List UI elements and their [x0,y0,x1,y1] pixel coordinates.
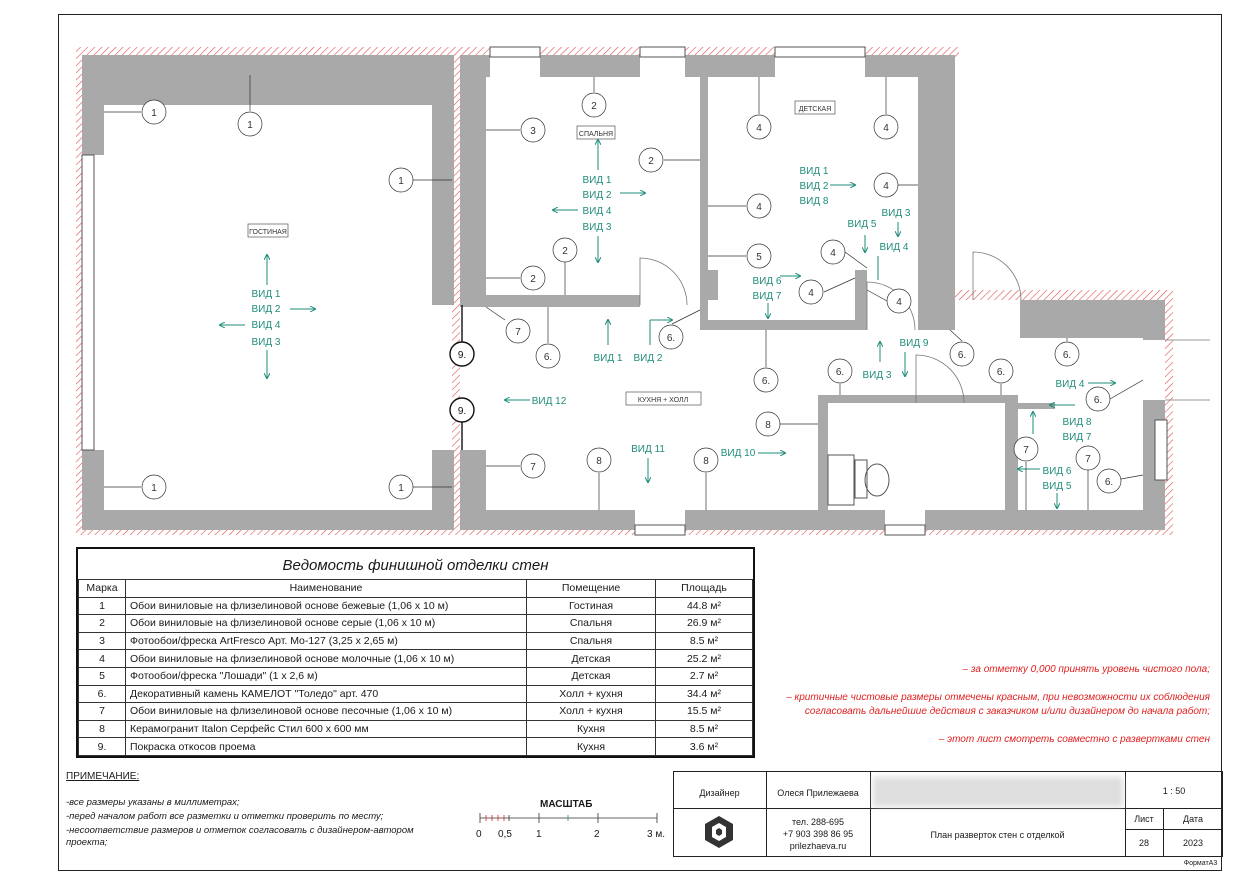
view-label: ВИД 5 [1042,481,1072,492]
note-red: – этот лист смотреть совместно с развертками стен [938,734,1210,745]
designer-name: Олеся Прилежаева [777,788,859,798]
wall-mark: 9. [457,350,467,361]
row-area: 25.2 м² [656,650,753,668]
room-tag-bedroom: СПАЛЬНЯ [578,131,614,138]
table-row [79,738,753,756]
designer-site: prilezhaeva.ru [789,841,847,851]
view-label: ВИД 3 [881,208,911,219]
wall-mark: 9. [457,406,467,417]
view-label: ВИД 8 [1062,417,1092,428]
sheet-label: Лист [1134,814,1154,824]
wall-mark: 3 [530,126,536,137]
scale-tick-label: 2 [594,829,600,840]
designer-phone: тел. 288-695 [791,817,844,827]
row-area: 44.8 м² [656,597,753,615]
designer-label: Дизайнер [699,788,740,798]
table-row [79,650,753,668]
view-label: ВИД 7 [1062,432,1092,443]
view-label: ВИД 11 [631,444,665,455]
row-area: 8.5 м² [656,632,753,650]
col-mark: Марка [79,580,126,598]
wall-mark: 1 [151,483,157,494]
row-mark: 2 [79,615,126,633]
room-tag-living: ГОСТИНАЯ [249,229,287,236]
row-area: 26.9 м² [656,615,753,633]
view-label: ВИД 6 [752,276,782,287]
row-name: Керамогранит Italon Серфейс Стил 600 х 600 мм [126,720,527,738]
view-label: ВИД 3 [862,370,892,381]
row-room: Холл + кухня [527,703,656,721]
note-red: – за отметку 0,000 принять уровень чистого пола; [962,664,1210,675]
wall-mark: 4 [883,123,889,134]
col-area: Площадь [656,580,753,598]
wall-mark: 4 [808,288,814,299]
wall-mark: 6. [957,350,967,361]
wall-mark: 7 [1023,445,1029,456]
finish-schedule-table [76,547,755,758]
row-name: Декоративный камень КАМЕЛОТ "Толедо" арт. 470 [126,685,527,703]
col-name: Наименование [126,580,527,598]
table-row [79,685,753,703]
wall-mark: 8 [703,456,709,467]
view-label: ВИД 6 [1042,466,1072,477]
table-row [79,720,753,738]
note-red: согласовать дальнейшие действия с заказчиком и/или дизайнером до начала работ; [804,706,1210,717]
row-area: 2.7 м² [656,667,753,685]
designer-mobile: +7 903 398 86 95 [782,829,854,839]
row-name: Фотообои/фреска ArtFresco Арт. Mo-127 (3,25 х 2,65 м) [126,632,527,650]
view-label: ВИД 12 [531,396,567,407]
sheet-year: 2023 [1182,838,1204,848]
col-room: Помещение [527,580,656,598]
row-room: Кухня [527,738,656,756]
view-label: ВИД 3 [251,337,281,348]
row-area: 8.5 м² [656,720,753,738]
wall-mark: 5 [756,252,762,263]
wall-mark: 7 [1085,454,1091,465]
sheet-number: 28 [1138,838,1149,848]
wall-mark: 4 [896,297,902,308]
room-tag-kitchen: КУХНЯ + ХОЛЛ [637,397,689,404]
view-label: ВИД 2 [251,304,281,315]
row-room: Холл + кухня [527,685,656,703]
row-mark: 6. [79,685,126,703]
scale-tick-label: 1 [536,829,542,840]
scale-tick-label: 0 [476,829,482,840]
wall-mark: 2 [591,101,597,112]
wall-mark: 6. [1104,477,1114,488]
view-label: ВИД 1 [799,166,829,177]
wall-mark: 6. [996,367,1006,378]
row-name: Фотообои/фреска "Лошади" (1 х 2,6 м) [126,667,527,685]
scale-tick-label: 3 м. [647,829,665,840]
toilet-fixture [828,455,889,505]
sheet-title: План разверток стен с отделкой [930,830,1065,840]
row-room: Спальня [527,632,656,650]
wall-mark: 1 [151,108,157,119]
view-label: ВИД 1 [251,289,281,300]
table-row [79,632,753,650]
row-mark: 1 [79,597,126,615]
wall-mark: 6. [543,352,553,363]
notes-title: ПРИМЕЧАНИЕ: [66,771,140,782]
row-name: Обои виниловые на флизелиновой основе серые (1,06 х 10 м) [126,615,527,633]
row-mark: 9. [79,738,126,756]
row-name: Обои виниловые на флизелиновой основе песочные (1,06 х 10 м) [126,703,527,721]
view-label: ВИД 4 [1055,379,1085,390]
table-row [79,597,753,615]
wall-mark: 8 [596,456,602,467]
view-label: ВИД 2 [799,181,829,192]
view-label: ВИД 10 [720,448,756,459]
row-area: 15.5 м² [656,703,753,721]
wall-mark: 2 [562,246,568,257]
view-label: ВИД 2 [633,353,663,364]
room-tag-kids: ДЕТСКАЯ [798,106,832,113]
view-label: ВИД 4 [251,320,281,331]
scale-value: 1 : 50 [1162,786,1186,796]
row-area: 3.6 м² [656,738,753,756]
view-labels [220,140,1115,508]
wall-mark: 7 [530,462,536,473]
row-name: Обои виниловые на флизелиновой основе бежевые (1,06 х 10 м) [126,597,527,615]
date-label: Дата [1183,814,1203,824]
wall-mark: 4 [883,181,889,192]
wall-mark: 1 [398,483,404,494]
wall-mark: 2 [530,274,536,285]
table-row [79,703,753,721]
row-room: Спальня [527,615,656,633]
table-title: Ведомость финишной отделки стен [282,557,549,574]
wall-mark: 8 [765,420,771,431]
wall-mark: 4 [830,248,836,259]
view-label: ВИД 5 [847,219,877,230]
table-row [79,667,753,685]
view-label: ВИД 8 [799,196,829,207]
blurred-project-info [873,777,1123,807]
wall-mark: 6. [761,376,771,387]
row-mark: 8 [79,720,126,738]
row-mark: 7 [79,703,126,721]
view-label: ВИД 7 [752,291,782,302]
wall-mark: 4 [756,202,762,213]
view-label: ВИД 4 [582,206,612,217]
wall-mark: 6. [666,333,676,344]
scale-tick-label: 0,5 [498,829,512,840]
note-red: – критичные чистовые размеры отмечены красным, при невозможности их соблюдения [786,692,1210,703]
view-label: ВИД 4 [879,242,909,253]
view-label: ВИД 9 [899,338,929,349]
table-row [79,615,753,633]
row-room: Гостиная [527,597,656,615]
row-mark: 4 [79,650,126,668]
note-line: -перед началом работ все разметки и отметки проверить по месту; [66,811,384,822]
wall-mark: 2 [648,156,654,167]
wall-mark: 6. [1093,395,1103,406]
row-room: Кухня [527,720,656,738]
view-label: ВИД 2 [582,190,612,201]
table-header-row [79,580,753,598]
paper-format: ФорматА3 [1183,860,1218,867]
row-name: Покраска откосов проема [126,738,527,756]
row-area: 34.4 м² [656,685,753,703]
view-label: ВИД 1 [593,353,623,364]
row-room: Детская [527,650,656,668]
view-label: ВИД 1 [582,175,612,186]
wall-mark: 7 [515,327,521,338]
view-label: ВИД 3 [582,222,612,233]
scale-bar [480,813,657,823]
note-line: -все размеры указаны в миллиметрах; [66,797,240,808]
wall-mark: 6. [1062,350,1072,361]
wall-mark: 1 [398,176,404,187]
wall-mark: 1 [247,120,253,131]
note-line: -несоответствие размеров и отметок согласовать с дизайнером-автором проекта; [66,825,414,848]
row-mark: 3 [79,632,126,650]
wall-mark: 4 [756,123,762,134]
wall-mark: 6. [835,367,845,378]
scale-label: МАСШТАБ [540,799,593,810]
row-name: Обои виниловые на флизелиновой основе молочные (1,06 х 10 м) [126,650,527,668]
row-mark: 5 [79,667,126,685]
row-room: Детская [527,667,656,685]
